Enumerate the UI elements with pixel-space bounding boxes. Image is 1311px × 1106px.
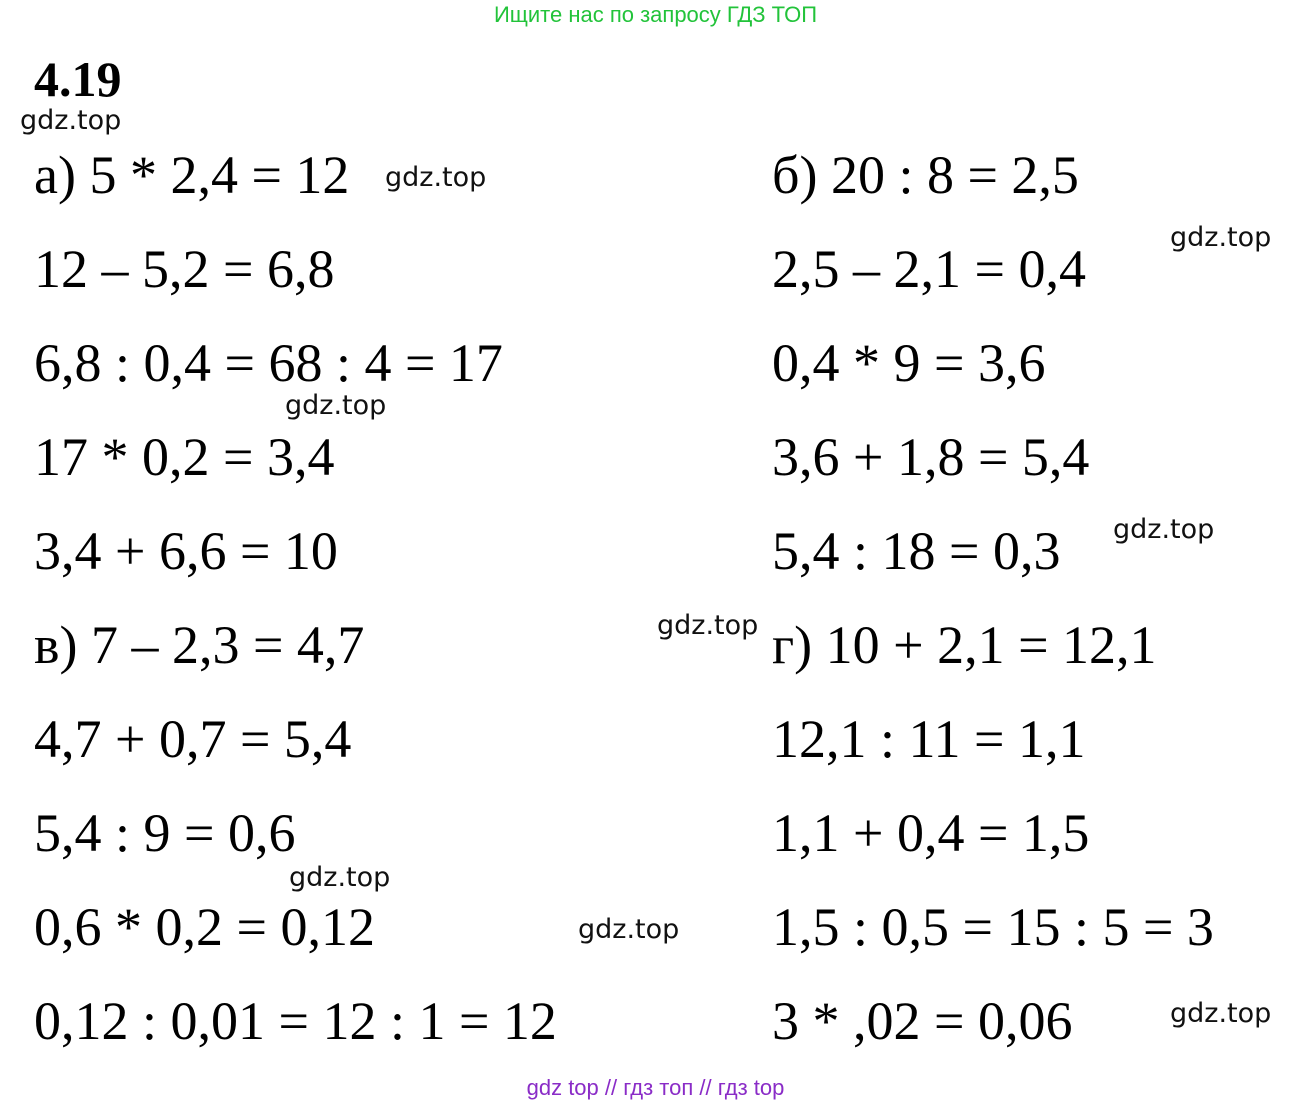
line-g-5: 3 * ,02 = 0,06 (772, 991, 1073, 1051)
watermark: gdz.top (289, 862, 391, 893)
line-a-2: 12 – 5,2 = 6,8 (34, 239, 335, 299)
task-number: 4.19 (34, 51, 122, 107)
line-b-1: б) 20 : 8 = 2,5 (772, 145, 1079, 205)
watermark: gdz.top (385, 162, 487, 193)
watermark: gdz.top (285, 390, 387, 421)
line-a-3: 6,8 : 0,4 = 68 : 4 = 17 (34, 333, 503, 393)
watermark: gdz.top (657, 610, 759, 641)
line-g-2: 12,1 : 11 = 1,1 (772, 709, 1086, 769)
line-v-5: 0,12 : 0,01 = 12 : 1 = 12 (34, 991, 557, 1051)
line-v-4: 0,6 * 0,2 = 0,12 (34, 897, 375, 957)
search-banner: Ищите нас по запросу ГДЗ ТОП (493, 2, 818, 27)
watermark: gdz.top (1170, 222, 1272, 253)
line-v-3: 5,4 : 9 = 0,6 (34, 803, 296, 863)
line-a-4: 17 * 0,2 = 3,4 (34, 427, 335, 487)
watermark: gdz.top (20, 105, 122, 136)
footer-tags: gdz top // гдз топ // гдз top (526, 1075, 785, 1100)
watermark: gdz.top (578, 914, 680, 945)
line-v-2: 4,7 + 0,7 = 5,4 (34, 709, 352, 769)
line-v-1: в) 7 – 2,3 = 4,7 (34, 615, 365, 675)
line-b-4: 3,6 + 1,8 = 5,4 (772, 427, 1090, 487)
line-b-2: 2,5 – 2,1 = 0,4 (772, 239, 1086, 299)
line-b-3: 0,4 * 9 = 3,6 (772, 333, 1046, 393)
line-a-5: 3,4 + 6,6 = 10 (34, 521, 338, 581)
line-g-4: 1,5 : 0,5 = 15 : 5 = 3 (772, 897, 1214, 957)
line-b-5: 5,4 : 18 = 0,3 (772, 521, 1061, 581)
line-g-3: 1,1 + 0,4 = 1,5 (772, 803, 1090, 863)
watermark: gdz.top (1170, 998, 1272, 1029)
watermark: gdz.top (1113, 514, 1215, 545)
line-a-1: а) 5 * 2,4 = 12 (34, 145, 350, 205)
line-g-1: г) 10 + 2,1 = 12,1 (772, 615, 1157, 675)
